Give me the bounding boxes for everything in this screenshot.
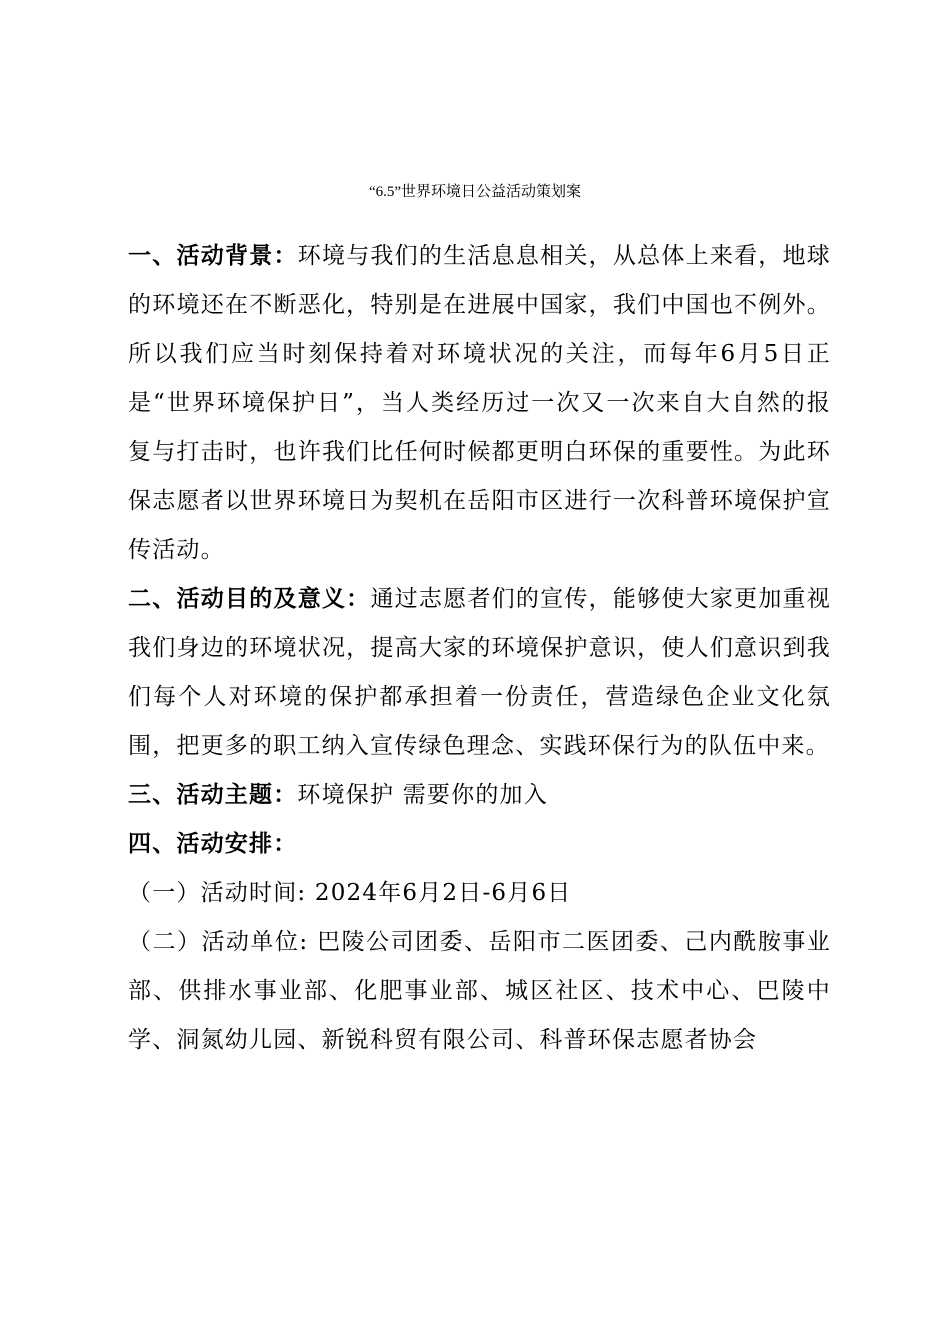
section-text: 环境保护 需要你的加入 bbox=[297, 782, 548, 808]
section-arrangement bbox=[128, 820, 831, 869]
section-heading: 四、活动安排： bbox=[128, 831, 298, 857]
section-purpose bbox=[128, 575, 831, 771]
section-theme bbox=[128, 771, 831, 820]
arrangement-units: （二）活动单位: 巴陵公司团委、岳阳市二医团委、己内酰胺事业部、供排水事业部、化肥事业部、城区社区、技术中心、巴陵中学、洞氮幼儿园、新锐科贸有限公司、科普环保志愿者协会 bbox=[128, 929, 831, 1053]
section-text: 通过志愿者们的宣传，能够使大家更加重视我们身边的环境状况，提高大家的环境保护意识，使人们意识到我们每个人对环境的保护都承担着一份责任，营造绿色企业文化氛围，把更多的职工纳入宣传绿色理念、实践环保行为的队伍中来。 bbox=[128, 586, 832, 759]
arrangement-time: （一）活动时间: 2024年6月2日-6月6日 bbox=[128, 880, 572, 906]
section-heading: 二、活动目的及意义： bbox=[128, 586, 371, 612]
document-title: “6.5”世界环境日公益活动策划案 bbox=[368, 184, 582, 200]
section-background bbox=[128, 232, 831, 575]
document-body bbox=[128, 232, 831, 1065]
section-heading: 三、活动主题： bbox=[128, 782, 298, 808]
section-heading: 一、活动背景： bbox=[128, 243, 298, 269]
section-text: 环境与我们的生活息息相关，从总体上来看，地球的环境还在不断恶化，特别是在进展中国家，我们中国也不例外。所以我们应当时刻保持着对环境状况的关注，而每年6月5日正是“世界环境保护日”，当人类经历过一次又一次来自大自然的报复与打击时，也许我们比任何时候都更明白环保的重要性。为此环保志愿者以世界环境日为契机在岳阳市区进行一次科普环境保护宣传活动。 bbox=[128, 243, 831, 563]
